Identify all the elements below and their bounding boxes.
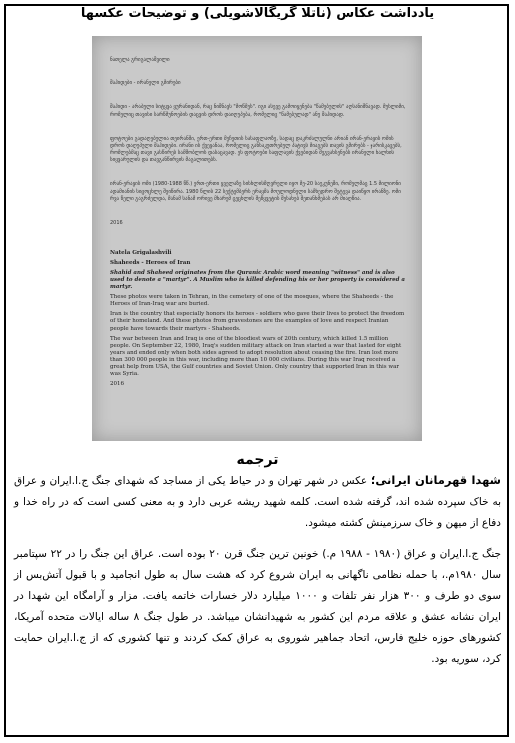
geo-line: ფოტოები გადაღებულია თეირანში, ერთ-ერთი მეჩეთის სასაფლაოზე, სადაც დაკრძალულნი არიან ირან-ერაყის ომის დროს დაღუპული შაჰიდები. ირანი ის ქვეყანაა, რომელიც განსაკუთრებულ პატივს მიაგებს თავის გმირებს - ჯარისკაცებს, რომლებმაც თავი გასწირეს სამშობლოს დასაცავად. ეს ფოტოები საფლავის ქვებიდან შეგვახსენებს ირანელი ხალხის სიყვარულის და თავგანწირვის მაგალითებს. bbox=[110, 135, 404, 164]
translation-body bbox=[14, 470, 501, 680]
photo-definition: Shahid and Shaheed originates from the Quranic Arabic word meaning "witness" and is also used to denote a "martyr". A Muslim who is killed defending his or her property is considered a martyr. bbox=[110, 269, 405, 291]
geo-line: 2016 bbox=[110, 219, 123, 226]
photo-paragraph: Iran is the country that especially honors its heroes - soldiers who gave their lives to protect the freedom of their homeland. And these photos from gravestones are the examples of love and respect Iranian people have towards their martyrs - Shaheeds. bbox=[110, 311, 405, 332]
translation-lead: شهدا قهرمانان ایرانی؛ bbox=[370, 473, 501, 487]
translation-heading: ترجمه bbox=[236, 452, 279, 468]
photo-year: 2016 bbox=[110, 381, 124, 388]
translation-paragraph-2: جنگ ج.ا.ایران و عراق (۱۹۸۰ - ۱۹۸۸ م.) خونین ترین جنگ قرن ۲۰ بوده است. عراق این جنگ را در ۲۲ سپتامبر سال ۱۹۸۰م.، با حمله نظامی ناگهانی به ایران شروع کرد که هشت سال به طول انجامید و با قبول آتش‌بس از سوی دو طرف و ۳۰۰ هزار نفر تلفات و ۱۰۰۰ میلیارد دلار خسارات خاتمه یافت. مزار و آرامگاه این شهدا در ایران نشانه عشق و علاقه مردم این کشور به شهیدانشان میباشد. در طول جنگ ۸ ساله ایالات متحده آمریکا، کشورهای حوزه خلیج فارس، اتحاد جماهیر شوروی به عراق کمک کردند و تنها کشوری که از ج.ا.ایران حمایت کرد، سوریه بود. bbox=[14, 548, 502, 665]
photographed-note bbox=[92, 36, 422, 441]
photo-paragraph: The war between Iran and Iraq is one of the bloodiest wars of 20th century, which killed 1.5 million people. On September 22, 1980, Iraq's sudden military attack on Iran started a war that lasted for eight years and ended only when both sides agreed to adopt resolution about ceasing the fire. Iran lost more than 300 000 people in this war, including more than 10 000 civilians. During this war Iraq received a great help from USA, the Gulf countries and Soviet Union. Only country that supported Iran in this war was Syria. bbox=[110, 335, 402, 378]
english-text bbox=[110, 250, 406, 389]
photo-paragraph: These photos were taken in Tehran, in the cemetery of one of the mosques, where the Shaheeds - the Heroes of Iran-Iraq war are buried. bbox=[110, 294, 394, 308]
georgian-text bbox=[110, 42, 406, 244]
photo-subtitle: Shaheeds - Heroes of Iran bbox=[110, 259, 191, 266]
photo-author: Natela Grigalashvili bbox=[110, 249, 172, 256]
geo-line: ირან-ერაყის ომი (1980-1988 წწ.) ერთ-ერთი ყველაზე სისხლისმღვრელი იყო მე-20 საუკუნეში, რომელმაც 1.5 მილიონი ადამიანის სიცოცხლე შეიწირა. 1980 წლის 22 სექტემბერს ერაყმა მოულოდნელი სამხედრო შეტევა დაიწყო ირანზე. ომი რვა წელი გაგრძელდა, მანამ სანამ ორივე მხარემ ცეცხლის შეწყვეტის შესახებ შეთანხმებას არ მიაღწია. bbox=[110, 181, 403, 202]
geo-line: შაჰიდი - არაბული სიტყვა ყურანიდან, რაც ნიშნავს "მოწმეს". იგი ასევე გამოიყენება "წამებულის" აღსანიშნავად. მუსლიმი, რომელიც თავისი სარწმუნოების დაცვის დროს დაიღუპება, რომელიც "წამებულად" ანუ შაჰიდად. bbox=[110, 104, 407, 118]
page-title: یادداشت عکاس (ناتلا گریگالاشویلی) و توضیحات عکسها bbox=[80, 6, 435, 21]
translation-p1-text: عکس در شهر تهران و در حیاط یکی از مساجد که شهدای جنگ ج.ا.ایران و عراق به خاک سپرده شده اند، گرفته شده است. کلمه شهید ریشه عربی دارد و به معنی کسی است که در راه خدا و دفاع از میهن و خاک سرزمینش کشته میشود. bbox=[14, 475, 501, 529]
translation-paragraph-1 bbox=[14, 470, 501, 534]
geo-line: შაჰიდები - ირანელი გმირები bbox=[110, 80, 181, 87]
geo-line: ნათელა გრიგალაშვილი bbox=[110, 56, 170, 63]
